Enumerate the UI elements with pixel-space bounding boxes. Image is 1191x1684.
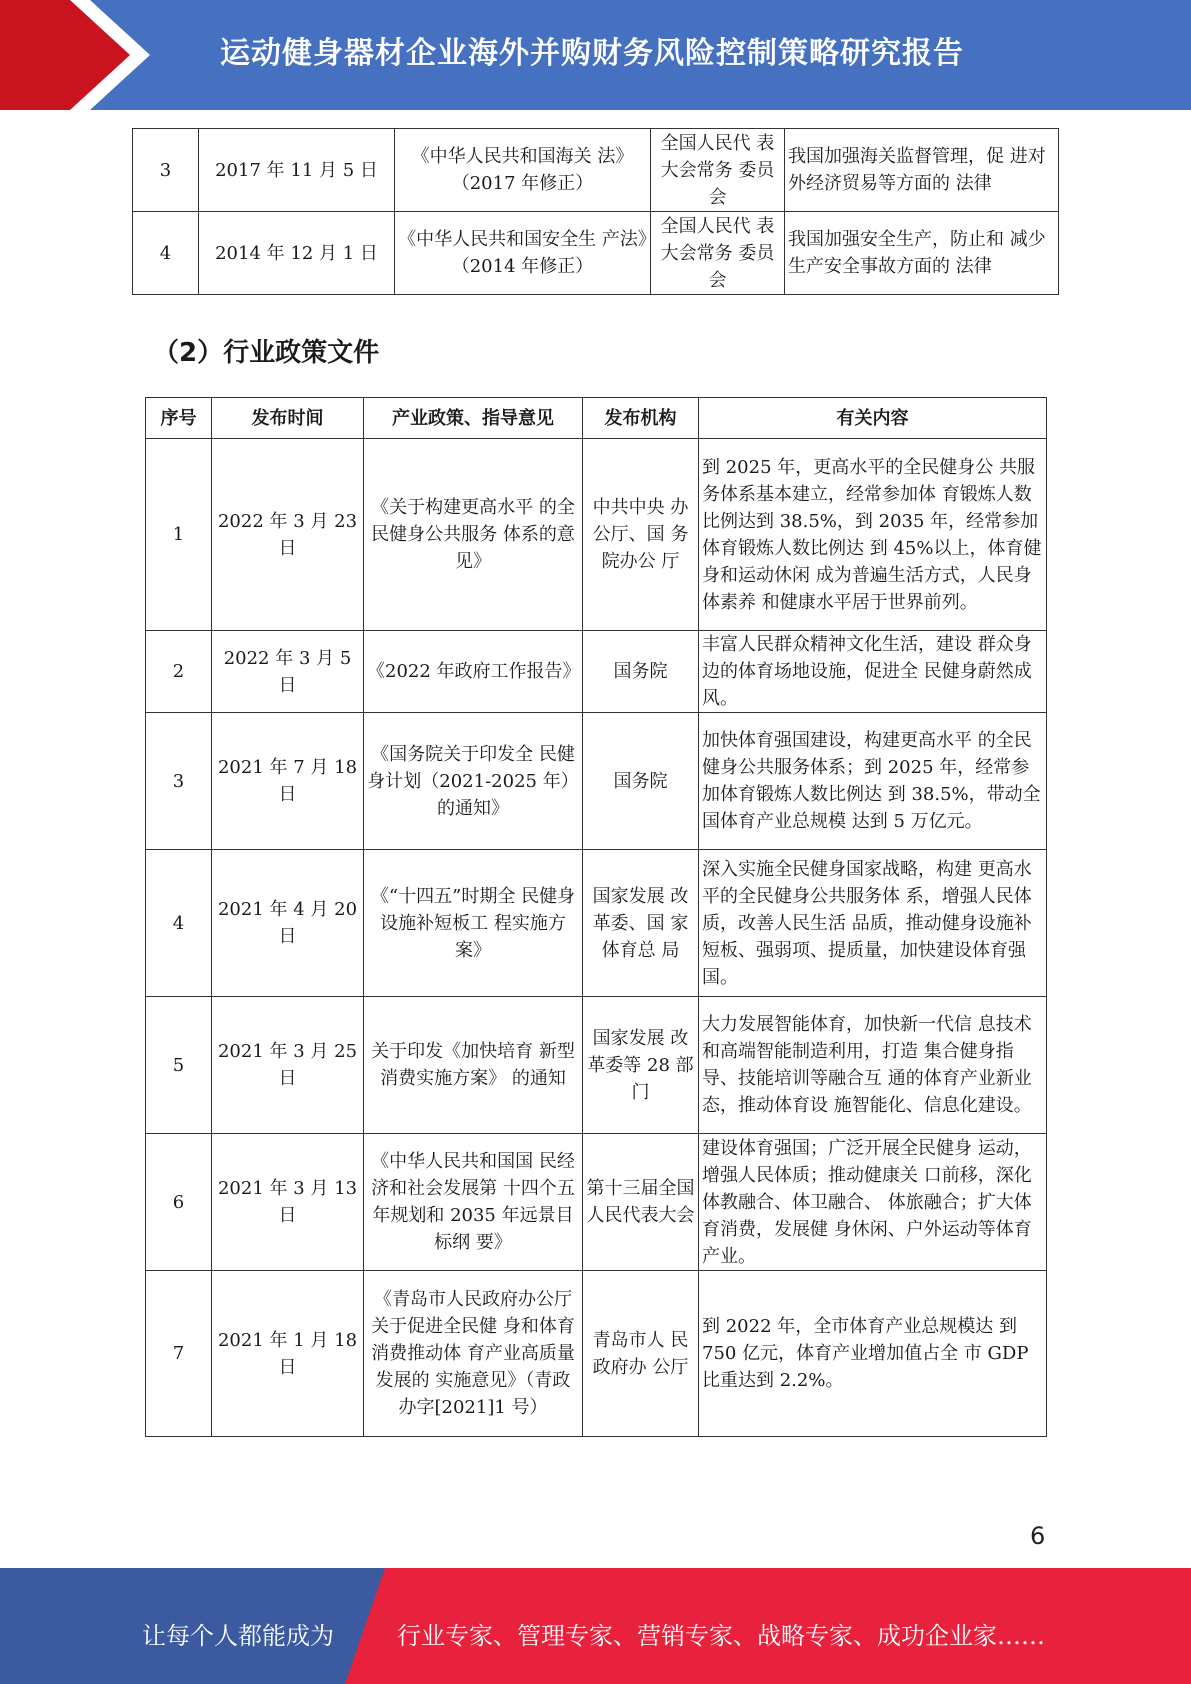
row-number: 2 [146, 631, 212, 713]
row-organization: 青岛市人 民政府办 公厅 [583, 1271, 699, 1437]
table-row [146, 713, 1047, 850]
row-organization: 全国人民代 表大会常务 委员会 [651, 212, 785, 295]
header-num: 序号 [146, 398, 212, 439]
table-row [146, 439, 1047, 631]
footer-slogan-right: 行业专家、管理专家、营销专家、战略专家、成功企业家…… [397, 1622, 1045, 1650]
footer-banner [0, 1568, 1191, 1684]
table-row [133, 212, 1059, 295]
table-header-row [146, 398, 1047, 439]
table-row [146, 631, 1047, 713]
row-number: 7 [146, 1271, 212, 1437]
table-row [146, 850, 1047, 997]
row-number: 3 [146, 713, 212, 850]
row-content: 我国加强海关监督管理，促 进对外经济贸易等方面的 法律 [785, 129, 1059, 212]
row-content: 到 2022 年，全市体育产业总规模达 到 750 亿元，体育产业增加值占全 市 GDP 比重达到 2.2%。 [699, 1271, 1047, 1437]
row-content: 大力发展智能体育，加快新一代信 息技术和高端智能制造利用，打造 集合健身指导、技能培训等融合互 通的体育产业新业态，推动体育设 施智能化、信息化建设。 [699, 997, 1047, 1134]
header-date: 发布时间 [212, 398, 364, 439]
row-document-name: 《中华人民共和国国 民经济和社会发展第 十四个五年规划和 2035 年远景目标纲 要》 [364, 1134, 583, 1271]
row-content: 深入实施全民健身国家战略，构建 更高水平的全民健身公共服务体 系，增强人民体质，改善人民生活 品质，推动健身设施补短板、强弱项、提质量，加快建设体育强国。 [699, 850, 1047, 997]
table-row [146, 1271, 1047, 1437]
row-date: 2021 年 4 月 20 日 [212, 850, 364, 997]
report-title: 运动健身器材企业海外并购财务风险控制策略研究报告 [220, 36, 964, 71]
footer-slogan-left: 让每个人都能成为 [142, 1622, 334, 1650]
row-document-name: 《2022 年政府工作报告》 [364, 631, 583, 713]
row-number: 5 [146, 997, 212, 1134]
row-content: 我国加强安全生产，防止和 减少生产安全事故方面的 法律 [785, 212, 1059, 295]
row-document-name: 《国务院关于印发全 民健身计划（2021-2025 年）的通知》 [364, 713, 583, 850]
row-number: 4 [146, 850, 212, 997]
row-date: 2014 年 12 月 1 日 [199, 212, 395, 295]
row-organization: 第十三届全国人民代表大会 [583, 1134, 699, 1271]
row-content: 加快体育强国建设，构建更高水平 的全民健身公共服务体系；到 2025 年，经常参加体育锻炼人数比例达 到 38.5%，带动全国体育产业总规模 达到 5 万亿元。 [699, 713, 1047, 850]
row-date: 2021 年 1 月 18 日 [212, 1271, 364, 1437]
law-table [132, 128, 1059, 295]
row-date: 2022 年 3 月 5 日 [212, 631, 364, 713]
header-policy: 产业政策、指导意见 [364, 398, 583, 439]
header-banner [0, 0, 1191, 110]
row-date: 2021 年 3 月 13 日 [212, 1134, 364, 1271]
row-organization: 全国人民代 表大会常务 委员会 [651, 129, 785, 212]
row-number: 3 [133, 129, 199, 212]
row-date: 2022 年 3 月 23 日 [212, 439, 364, 631]
table-row [146, 997, 1047, 1134]
row-document-name: 《关于构建更高水平 的全民健身公共服务 体系的意见》 [364, 439, 583, 631]
row-content: 建设体育强国；广泛开展全民健身 运动，增强人民体质；推动健康关 口前移，深化体教融合、体卫融合、 体旅融合；扩大体育消费，发展健 身休闲、户外运动等体育产业。 [699, 1134, 1047, 1271]
row-organization: 国务院 [583, 631, 699, 713]
row-document-name: 关于印发《加快培育 新型消费实施方案》 的通知 [364, 997, 583, 1134]
section-title: （2）行业政策文件 [153, 338, 380, 368]
row-document-name: 《中华人民共和国安全生 产法》（2014 年修正） [395, 212, 651, 295]
page-number: 6 [1030, 1522, 1046, 1550]
row-date: 2017 年 11 月 5 日 [199, 129, 395, 212]
row-document-name: 《中华人民共和国海关 法》（2017 年修正） [395, 129, 651, 212]
row-number: 4 [133, 212, 199, 295]
row-content: 到 2025 年，更高水平的全民健身公 共服务体系基本建立，经常参加体 育锻炼人数比例达到 38.5%，到 2035 年，经常参加体育锻炼人数比例达 到 45%以上，体育健身和运动休闲 成为普遍生活方式，人民身体素养 和健康水平居于世界前列。 [699, 439, 1047, 631]
row-number: 1 [146, 439, 212, 631]
table-row [146, 1134, 1047, 1271]
row-organization: 中共中央 办公厅、国 务院办公 厅 [583, 439, 699, 631]
header-org: 发布机构 [583, 398, 699, 439]
row-document-name: 《青岛市人民政府办公厅关于促进全民健 身和体育消费推动体 育产业高质量发展的 实施意见》（青政办字[2021]1 号） [364, 1271, 583, 1437]
header-content: 有关内容 [699, 398, 1047, 439]
header-red-chevron [0, 0, 150, 110]
row-number: 6 [146, 1134, 212, 1271]
row-content: 丰富人民群众精神文化生活，建设 群众身边的体育场地设施，促进全 民健身蔚然成风。 [699, 631, 1047, 713]
policy-table [145, 397, 1047, 1437]
row-organization: 国家发展 改革委等 28 部门 [583, 997, 699, 1134]
table-row [133, 129, 1059, 212]
row-organization: 国务院 [583, 713, 699, 850]
row-date: 2021 年 7 月 18 日 [212, 713, 364, 850]
row-document-name: 《“十四五”时期全 民健身设施补短板工 程实施方案》 [364, 850, 583, 997]
row-organization: 国家发展 改革委、国 家体育总 局 [583, 850, 699, 997]
row-date: 2021 年 3 月 25 日 [212, 997, 364, 1134]
